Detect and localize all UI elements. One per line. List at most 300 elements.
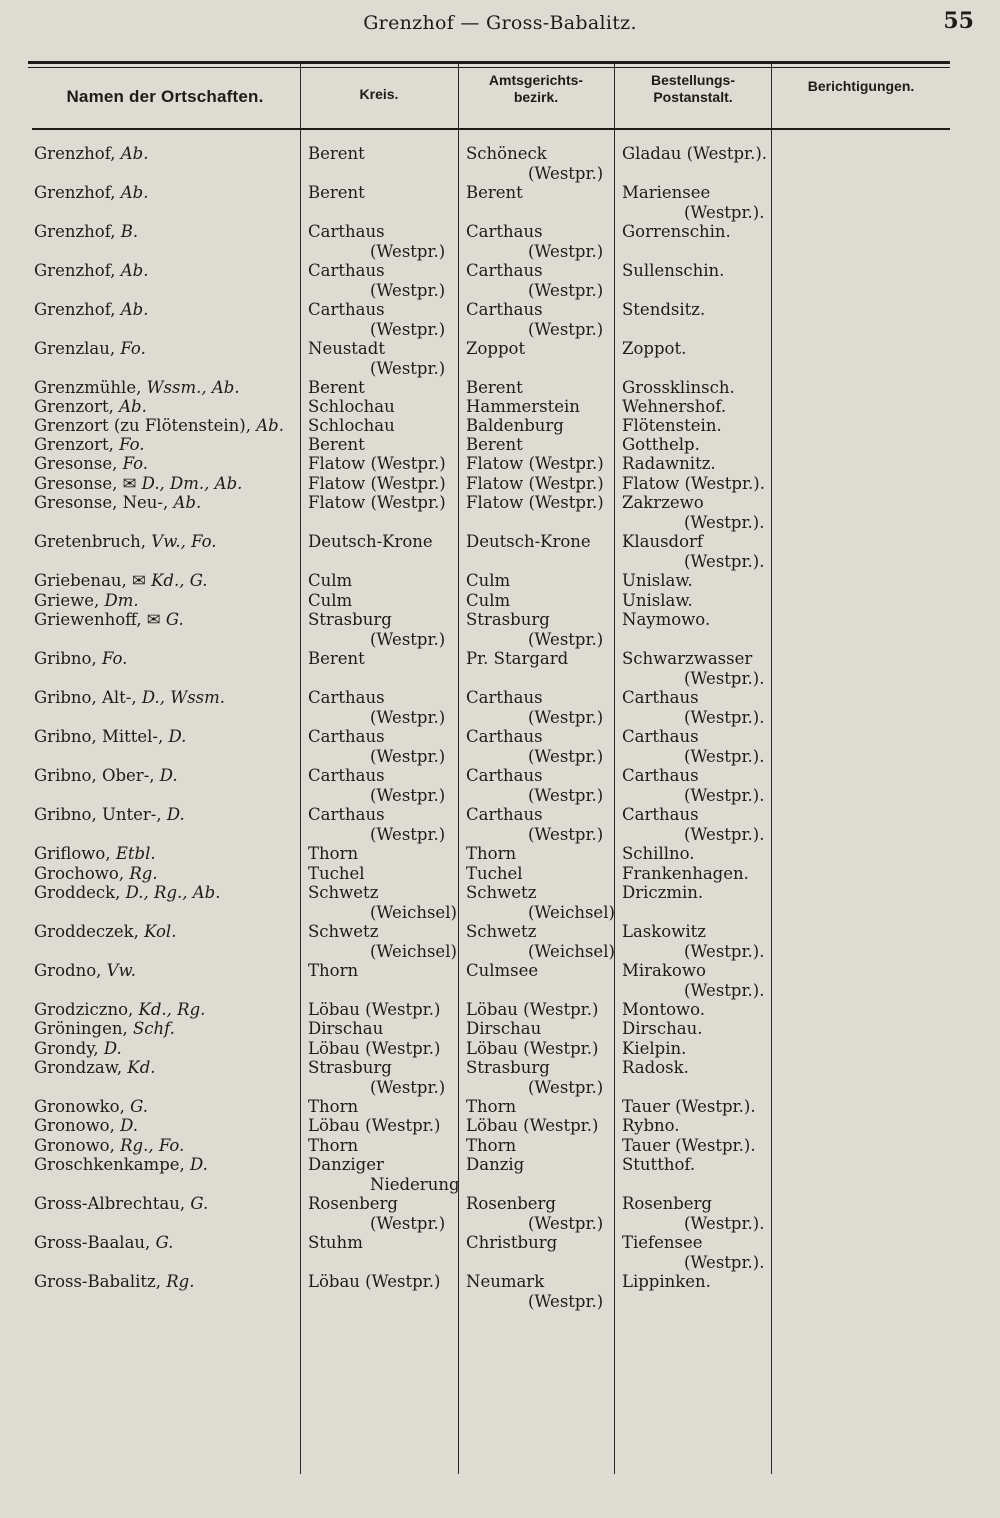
place-type-abbrev: G. <box>190 1194 209 1213</box>
post-cell <box>622 1272 711 1292</box>
kreis-line: Carthaus <box>308 688 385 707</box>
kreis-cell <box>308 1058 445 1097</box>
column-header-berichtigungen: Berichtigungen. <box>807 78 915 94</box>
kreis-line: Löbau (Westpr.) <box>308 1272 441 1291</box>
post-line: Kielpin. <box>622 1039 687 1058</box>
amt-cell <box>466 571 510 591</box>
post-cell <box>622 1058 689 1078</box>
place-type-abbrev: Kd., Rg. <box>138 1000 206 1019</box>
place-type-abbrev: Ab. <box>173 493 202 512</box>
kreis-line: Berent <box>308 649 365 668</box>
amt-cell <box>466 493 604 513</box>
amt-line: Thorn <box>466 1097 517 1116</box>
post-cell <box>622 1155 695 1175</box>
place-type-abbrev: Rg. <box>166 1272 195 1291</box>
place-name <box>34 1272 194 1292</box>
kreis-cell <box>308 1097 358 1117</box>
post-cell <box>622 1097 756 1117</box>
kreis-cell <box>308 961 358 981</box>
place-name-text: Gribno, Alt-, <box>34 688 137 707</box>
place-name <box>34 727 186 747</box>
amt-cell <box>466 1233 557 1253</box>
post-line: Unislaw. <box>622 591 693 610</box>
post-line: Stendsitz. <box>622 300 706 319</box>
post-cell <box>622 591 693 611</box>
amt-cell <box>466 397 580 417</box>
place-type-abbrev: G. <box>130 1097 148 1116</box>
kreis-cell <box>308 339 445 378</box>
post-cell <box>622 493 764 532</box>
kreis-cell <box>308 1019 383 1039</box>
post-line: (Westpr.). <box>684 202 765 222</box>
amt-line: Berent <box>466 435 523 454</box>
amt-cell <box>466 961 538 981</box>
kreis-cell <box>308 727 445 766</box>
kreis-cell <box>308 454 446 474</box>
amt-cell <box>466 222 603 261</box>
kreis-cell <box>308 766 445 805</box>
kreis-cell <box>308 1233 363 1253</box>
amt-cell <box>466 144 603 183</box>
kreis-line: Culm <box>308 571 353 590</box>
post-cell <box>622 922 764 961</box>
place-name-text: Gross-Albrechtau, <box>34 1194 186 1213</box>
place-name <box>34 688 225 708</box>
post-line: Frankenhagen. <box>622 864 749 883</box>
kreis-line: Carthaus <box>308 727 385 746</box>
post-cell <box>622 416 722 436</box>
post-line: Driczmin. <box>622 883 704 902</box>
amt-cell <box>466 1136 516 1156</box>
place-name-text: Griewe, <box>34 591 100 610</box>
amt-line: (Westpr.) <box>528 319 604 339</box>
post-line: (Westpr.). <box>684 668 765 688</box>
amt-cell <box>466 649 568 669</box>
place-type-abbrev: Ab. <box>120 261 149 280</box>
post-line: Radawnitz. <box>622 454 716 473</box>
column-divider-4 <box>771 64 772 1474</box>
amt-line: Carthaus <box>466 766 543 785</box>
kreis-cell <box>308 261 445 300</box>
post-cell <box>622 766 764 805</box>
post-cell <box>622 183 764 222</box>
post-line: Carthaus <box>622 805 699 824</box>
post-line: Wehnershof. <box>622 397 727 416</box>
postanstalt-header-line2: Postanstalt. <box>653 89 733 105</box>
kreis-cell <box>308 1194 445 1233</box>
place-name <box>34 864 158 884</box>
amt-cell <box>466 435 523 455</box>
post-cell <box>622 454 716 474</box>
post-cell <box>622 844 695 864</box>
kreis-cell <box>308 378 365 398</box>
amt-line: Tuchel <box>466 864 523 883</box>
kreis-cell <box>308 1155 460 1194</box>
amt-cell <box>466 1097 516 1117</box>
kreis-cell <box>308 805 445 844</box>
amt-line: Hammerstein <box>466 397 580 416</box>
post-cell <box>622 883 703 903</box>
post-line: Unislaw. <box>622 571 693 590</box>
post-cell <box>622 1116 680 1136</box>
post-cell <box>622 805 764 844</box>
amt-line: Carthaus <box>466 805 543 824</box>
amt-cell <box>466 727 603 766</box>
kreis-cell <box>308 688 445 727</box>
place-name-text: Gronowko, <box>34 1097 125 1116</box>
place-type-abbrev: Vw. <box>106 961 136 980</box>
kreis-line: Strasburg <box>308 610 392 629</box>
kreis-line: Neustadt <box>308 339 385 358</box>
place-type-abbrev: Kd., G. <box>151 571 208 590</box>
kreis-cell <box>308 416 395 436</box>
amt-line: (Westpr.) <box>528 241 604 261</box>
amt-line: (Westpr.) <box>528 629 604 649</box>
post-cell <box>622 1039 686 1059</box>
amt-cell <box>466 1116 598 1136</box>
post-line: Carthaus <box>622 766 699 785</box>
place-name-text: Grenzlau, <box>34 339 116 358</box>
post-line: (Westpr.). <box>684 1213 765 1233</box>
amt-line: Thorn <box>466 1136 517 1155</box>
place-name-text: Gresonse, <box>34 454 118 473</box>
kreis-line: Strasburg <box>308 1058 392 1077</box>
kreis-line: Flatow (Westpr.) <box>308 493 446 512</box>
place-name <box>34 1058 156 1078</box>
kreis-line: Culm <box>308 591 353 610</box>
post-line: Carthaus <box>622 727 699 746</box>
kreis-line: (Westpr.) <box>370 746 446 766</box>
place-type-abbrev: D. <box>120 1116 139 1135</box>
amt-line: (Westpr.) <box>528 1213 604 1233</box>
place-name <box>34 339 146 359</box>
place-type-abbrev: Kd. <box>127 1058 156 1077</box>
place-type-abbrev: B. <box>120 222 139 241</box>
post-cell <box>622 1194 764 1233</box>
place-name-text: Grenzort, <box>34 397 114 416</box>
place-name <box>34 1039 122 1059</box>
kreis-line: (Weichsel) <box>370 902 457 922</box>
place-type-abbrev: D., Wssm. <box>141 688 226 707</box>
kreis-cell <box>308 493 446 513</box>
place-name-text: Grenzort, <box>34 435 114 454</box>
place-name <box>34 378 240 398</box>
kreis-line: Berent <box>308 435 365 454</box>
place-name-text: Gresonse, ✉ <box>34 474 137 493</box>
kreis-cell <box>308 1116 440 1136</box>
place-name-text: Gröningen, <box>34 1019 128 1038</box>
kreis-line: (Westpr.) <box>370 241 446 261</box>
amt-line: (Westpr.) <box>528 163 604 183</box>
amt-line: Neumark <box>466 1272 545 1291</box>
amt-line: (Westpr.) <box>528 1077 604 1097</box>
place-type-abbrev: Ab. <box>119 397 147 416</box>
kreis-line: Deutsch-Krone <box>308 532 433 551</box>
kreis-line: Flatow (Westpr.) <box>308 454 446 473</box>
post-line: Stutthof. <box>622 1155 696 1174</box>
amt-cell <box>466 844 516 864</box>
post-cell <box>622 1233 764 1272</box>
post-line: Zoppot. <box>622 339 687 358</box>
place-name <box>34 1116 138 1136</box>
post-line: (Westpr.). <box>684 824 765 844</box>
amt-cell <box>466 532 591 552</box>
place-name <box>34 1000 205 1020</box>
kreis-line: Carthaus <box>308 261 385 280</box>
place-name-text: Gronowo, <box>34 1136 115 1155</box>
post-line: Tauer (Westpr.). <box>622 1097 756 1116</box>
post-cell <box>622 378 735 398</box>
place-name-text: Gribno, Mittel-, <box>34 727 164 746</box>
post-line: (Westpr.). <box>684 941 765 961</box>
place-name-text: Grondy, <box>34 1039 99 1058</box>
place-name <box>34 961 136 981</box>
post-cell <box>622 532 764 571</box>
place-name-text: Gribno, Unter-, <box>34 805 162 824</box>
amt-line: Carthaus <box>466 261 543 280</box>
kreis-line: (Weichsel) <box>370 941 457 961</box>
place-type-abbrev: D. <box>103 1039 122 1058</box>
place-type-abbrev: Ab. <box>120 183 149 202</box>
place-name-text: Gresonse, Neu-, <box>34 493 169 512</box>
post-line: Naymowo. <box>622 610 711 629</box>
place-name <box>34 649 127 669</box>
post-line: Rosenberg <box>622 1194 712 1213</box>
place-name-text: Grenzmühle, <box>34 378 142 397</box>
amt-line: (Weichsel) <box>528 941 615 961</box>
amt-line: Carthaus <box>466 727 543 746</box>
amt-line: Christburg <box>466 1233 558 1252</box>
place-name-text: Gretenbruch, <box>34 532 147 551</box>
kreis-cell <box>308 144 365 164</box>
place-name-text: Grenzhof, <box>34 261 116 280</box>
place-name <box>34 300 148 320</box>
post-cell <box>622 300 705 320</box>
amt-cell <box>466 378 523 398</box>
amt-line: Löbau (Westpr.) <box>466 1039 599 1058</box>
amt-line: Löbau (Westpr.) <box>466 1000 599 1019</box>
post-line: Lippinken. <box>622 1272 711 1291</box>
amt-line: Culm <box>466 591 511 610</box>
amt-line: Culmsee <box>466 961 539 980</box>
place-name <box>34 1019 175 1039</box>
post-cell <box>622 222 731 242</box>
amt-cell <box>466 1272 603 1311</box>
kreis-line: Löbau (Westpr.) <box>308 1116 441 1135</box>
amt-cell <box>466 474 604 494</box>
place-name <box>34 183 148 203</box>
place-type-abbrev: D. <box>159 766 178 785</box>
post-line: Zakrzewo <box>622 493 704 512</box>
post-cell <box>622 1019 702 1039</box>
post-cell <box>622 688 764 727</box>
post-line: Tauer (Westpr.). <box>622 1136 756 1155</box>
running-title: Grenzhof — Gross-Babalitz. <box>363 12 637 34</box>
amt-cell <box>466 805 603 844</box>
amt-cell <box>466 183 523 203</box>
amt-line: Strasburg <box>466 1058 550 1077</box>
place-type-abbrev: Fo. <box>120 339 146 358</box>
place-type-abbrev: Rg. <box>129 864 158 883</box>
post-line: (Westpr.). <box>684 746 765 766</box>
kreis-cell <box>308 1000 440 1020</box>
place-type-abbrev: D., Rg., Ab. <box>125 883 221 902</box>
place-type-abbrev: D. <box>190 1155 208 1174</box>
place-name-text: Griebenau, ✉ <box>34 571 146 590</box>
amtsgericht-header-line2: bezirk. <box>513 89 559 105</box>
place-type-abbrev: Vw., Fo. <box>151 532 217 551</box>
post-line: Schillno. <box>622 844 695 863</box>
post-cell <box>622 144 767 164</box>
place-type-abbrev: Ab. <box>120 144 149 163</box>
kreis-line: Rosenberg <box>308 1194 398 1213</box>
place-name-text: Grochowo, <box>34 864 125 883</box>
place-type-abbrev: Etbl. <box>115 844 156 863</box>
post-line: Gotthelp. <box>622 435 700 454</box>
kreis-line: Carthaus <box>308 222 385 241</box>
place-name <box>34 610 184 630</box>
amt-line: Carthaus <box>466 688 543 707</box>
place-type-abbrev: Fo. <box>119 435 145 454</box>
kreis-line: Tuchel <box>308 864 365 883</box>
kreis-cell <box>308 571 352 591</box>
amtsgericht-header-line1: Amtsgerichts- <box>488 72 584 88</box>
post-line: (Westpr.). <box>684 707 765 727</box>
column-divider-1 <box>300 64 301 1474</box>
place-name <box>34 416 284 436</box>
amt-line: Flatow (Westpr.) <box>466 454 604 473</box>
kreis-line: Carthaus <box>308 766 385 785</box>
place-name <box>34 144 148 164</box>
kreis-cell <box>308 474 446 494</box>
place-type-abbrev: G. <box>155 1233 174 1252</box>
place-name-text: Griewenhoff, ✉ <box>34 610 161 629</box>
post-cell <box>622 649 764 688</box>
kreis-line: Schwetz <box>308 922 379 941</box>
post-cell <box>622 610 710 630</box>
kreis-line: Thorn <box>308 1136 359 1155</box>
post-line: Gladau (Westpr.). <box>622 144 768 163</box>
amt-line: Carthaus <box>466 222 543 241</box>
post-cell <box>622 397 726 417</box>
amt-cell <box>466 766 603 805</box>
amt-line: Zoppot <box>466 339 526 358</box>
kreis-cell <box>308 1136 358 1156</box>
place-name-text: Gross-Babalitz, <box>34 1272 161 1291</box>
post-line: Sullenschin. <box>622 261 725 280</box>
kreis-line: Berent <box>308 183 365 202</box>
post-line: Flötenstein. <box>622 416 722 435</box>
post-line: Schwarzwasser <box>622 649 753 668</box>
amt-line: (Westpr.) <box>528 707 604 727</box>
amt-line: Schöneck <box>466 144 547 163</box>
amt-line: (Westpr.) <box>528 824 604 844</box>
amt-line: Berent <box>466 183 523 202</box>
post-line: Grossklinsch. <box>622 378 735 397</box>
amt-line: (Weichsel) <box>528 902 615 922</box>
place-type-abbrev: D., Dm., Ab. <box>141 474 243 493</box>
amt-cell <box>466 1019 541 1039</box>
place-name-text: Griflowo, <box>34 844 111 863</box>
kreis-line: Thorn <box>308 844 359 863</box>
place-name-text: Grenzhof, <box>34 183 116 202</box>
place-name-text: Gronowo, <box>34 1116 115 1135</box>
amt-line: Culm <box>466 571 511 590</box>
place-name <box>34 261 148 281</box>
kreis-line: Carthaus <box>308 805 385 824</box>
place-name <box>34 1194 208 1214</box>
post-cell <box>622 864 749 884</box>
amt-line: Flatow (Westpr.) <box>466 474 604 493</box>
post-cell <box>622 435 700 455</box>
post-cell <box>622 339 686 359</box>
amt-cell <box>466 883 615 922</box>
place-name <box>34 883 220 903</box>
post-line: Carthaus <box>622 688 699 707</box>
kreis-cell <box>308 844 358 864</box>
kreis-line: (Westpr.) <box>370 707 446 727</box>
place-name-text: Gribno, Ober-, <box>34 766 155 785</box>
kreis-line: Niederung <box>370 1174 460 1194</box>
post-line: (Westpr.). <box>684 980 765 1000</box>
place-type-abbrev: Ab. <box>120 300 149 319</box>
post-cell <box>622 1136 756 1156</box>
column-divider-2 <box>458 64 459 1474</box>
place-name-text: Grenzhof, <box>34 144 116 163</box>
place-type-abbrev: D. <box>168 727 187 746</box>
top-rule-thin <box>28 67 950 68</box>
place-type-abbrev: Fo. <box>122 454 149 473</box>
place-name <box>34 222 138 242</box>
kreis-line: (Westpr.) <box>370 785 446 805</box>
amt-cell <box>466 339 525 359</box>
place-name-text: Groddeczek, <box>34 922 139 941</box>
kreis-line: (Westpr.) <box>370 1077 446 1097</box>
post-line: Mariensee <box>622 183 711 202</box>
kreis-cell <box>308 300 445 339</box>
kreis-cell <box>308 864 365 884</box>
post-line: Montowo. <box>622 1000 706 1019</box>
place-name-text: Grenzort (zu Flötenstein), <box>34 416 251 435</box>
amt-cell <box>466 454 604 474</box>
post-line: (Westpr.). <box>684 1252 765 1272</box>
kreis-cell <box>308 435 365 455</box>
postanstalt-header-line1: Bestellungs- <box>650 72 735 88</box>
place-type-abbrev: Schf. <box>132 1019 175 1038</box>
kreis-cell <box>308 610 445 649</box>
kreis-cell <box>308 222 445 261</box>
place-name <box>34 922 176 942</box>
place-name-text: Gribno, <box>34 649 97 668</box>
place-name-text: Grondzaw, <box>34 1058 123 1077</box>
place-type-abbrev: Kol. <box>144 922 177 941</box>
place-name-text: Gross-Baalau, <box>34 1233 151 1252</box>
place-name <box>34 493 201 513</box>
amt-cell <box>466 591 510 611</box>
amt-line: Strasburg <box>466 610 550 629</box>
amt-cell <box>466 922 615 961</box>
place-name-text: Groschkenkampe, <box>34 1155 185 1174</box>
amt-line: Schwetz <box>466 922 537 941</box>
kreis-line: Dirschau <box>308 1019 384 1038</box>
post-line: Flatow (Westpr.). <box>622 474 765 493</box>
kreis-line: Schwetz <box>308 883 379 902</box>
place-name <box>34 532 217 552</box>
kreis-line: Thorn <box>308 1097 359 1116</box>
post-line: Mirakowo <box>622 961 706 980</box>
amt-cell <box>466 261 603 300</box>
amt-cell <box>466 688 603 727</box>
